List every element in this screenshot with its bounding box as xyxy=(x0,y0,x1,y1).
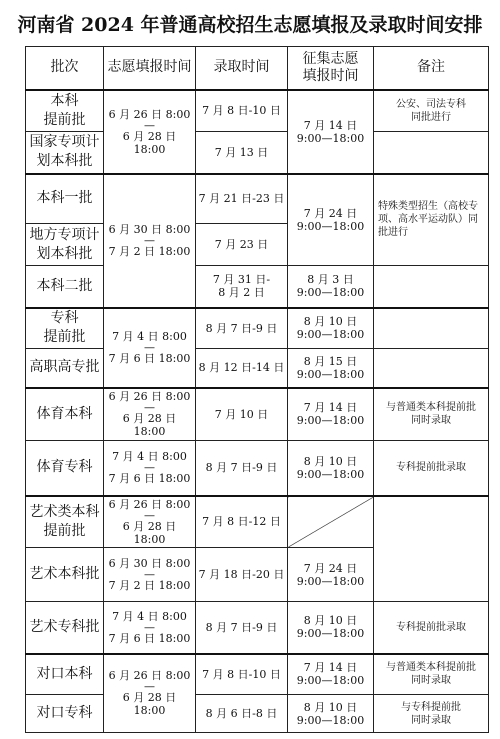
solicit-time-cell: 8 月 3 日 9:00—18:00 xyxy=(288,266,374,308)
header-row xyxy=(26,47,489,90)
batch-cell: 艺术本科批 xyxy=(26,548,104,602)
batch-cell: 专科 提前批 xyxy=(26,308,104,349)
batch-cell: 地方专项计 划本科批 xyxy=(26,224,104,266)
admit-time-cell: 7 月 13 日 xyxy=(196,132,288,174)
note-cell xyxy=(374,496,489,602)
solicit-time-cell: 8 月 10 日 9:00—18:00 xyxy=(288,308,374,349)
table-row xyxy=(26,308,489,349)
header-solicit-time: 征集志愿 填报时间 xyxy=(288,47,374,90)
batch-cell: 高职高专批 xyxy=(26,349,104,388)
note-cell: 与普通类本科提前批 同时录取 xyxy=(374,654,489,695)
fill-time-cell: 6 月 26 日 8:00 — 6 月 28 日 18:00 xyxy=(104,654,196,733)
batch-cell: 艺术类本科 提前批 xyxy=(26,496,104,548)
solicit-time-cell: 7 月 14 日 9:00—18:00 xyxy=(288,388,374,441)
header-admit-time: 录取时间 xyxy=(196,47,288,90)
table-row xyxy=(26,602,489,654)
solicit-time-cell: 7 月 14 日 9:00—18:00 xyxy=(288,654,374,695)
fill-time-cell: 7 月 4 日 8:00 — 7 月 6 日 18:00 xyxy=(104,308,196,388)
admit-time-cell: 7 月 23 日 xyxy=(196,224,288,266)
batch-cell: 本科 提前批 xyxy=(26,90,104,132)
batch-cell: 体育本科 xyxy=(26,388,104,441)
note-cell: 专科提前批录取 xyxy=(374,602,489,654)
batch-cell: 对口本科 xyxy=(26,654,104,695)
solicit-time-cell: 7 月 24 日 9:00—18:00 xyxy=(288,548,374,602)
fill-time-cell: 6 月 30 日 8:00 — 7 月 2 日 18:00 xyxy=(104,174,196,308)
note-cell: 与普通类本科提前批 同时录取 xyxy=(374,388,489,441)
note-cell: 特殊类型招生（高校专项、高水平运动队）同批进行 xyxy=(374,174,489,266)
batch-cell: 本科一批 xyxy=(26,174,104,224)
table-row xyxy=(26,349,489,388)
admit-time-cell: 7 月 8 日-12 日 xyxy=(196,496,288,548)
fill-time-cell: 6 月 26 日 8:00 — 6 月 28 日 18:00 xyxy=(104,496,196,548)
note-cell xyxy=(374,349,489,388)
table-row xyxy=(26,266,489,308)
fill-time-cell: 6 月 26 日 8:00 — 6 月 28 日 18:00 xyxy=(104,388,196,441)
fill-time-cell: 7 月 4 日 8:00 — 7 月 6 日 18:00 xyxy=(104,441,196,496)
solicit-time-cell: 7 月 24 日 9:00—18:00 xyxy=(288,174,374,266)
batch-cell: 艺术专科批 xyxy=(26,602,104,654)
batch-cell: 本科二批 xyxy=(26,266,104,308)
admit-time-cell: 8 月 7 日-9 日 xyxy=(196,602,288,654)
table-row xyxy=(26,496,489,548)
schedule-table xyxy=(25,46,489,733)
fill-time-cell: 6 月 26 日 8:00 — 6 月 28 日 18:00 xyxy=(104,90,196,174)
admit-time-cell: 7 月 8 日-10 日 xyxy=(196,90,288,132)
batch-cell: 体育专科 xyxy=(26,441,104,496)
fill-time-cell: 6 月 30 日 8:00 — 7 月 2 日 18:00 xyxy=(104,548,196,602)
note-cell xyxy=(374,266,489,308)
batch-cell: 对口专科 xyxy=(26,695,104,733)
table-row xyxy=(26,388,489,441)
solicit-time-cell: 8 月 10 日 9:00—18:00 xyxy=(288,602,374,654)
empty-diagonal-cell xyxy=(288,496,374,548)
batch-cell: 国家专项计 划本科批 xyxy=(26,132,104,174)
fill-time-cell: 7 月 4 日 8:00 — 7 月 6 日 18:00 xyxy=(104,602,196,654)
header-fill-time: 志愿填报时间 xyxy=(104,47,196,90)
solicit-time-cell: 7 月 14 日 9:00—18:00 xyxy=(288,90,374,174)
table-row xyxy=(26,654,489,695)
table-row xyxy=(26,441,489,496)
admit-time-cell: 8 月 7 日-9 日 xyxy=(196,308,288,349)
page-title: 河南省 2024 年普通高校招生志愿填报及录取时间安排 xyxy=(17,13,483,36)
table-row xyxy=(26,90,489,132)
admit-time-cell: 7 月 21 日-23 日 xyxy=(196,174,288,224)
note-cell: 与专科提前批 同时录取 xyxy=(374,695,489,733)
table-row xyxy=(26,132,489,174)
admit-time-cell: 7 月 8 日-10 日 xyxy=(196,654,288,695)
admit-time-cell: 8 月 6 日-8 日 xyxy=(196,695,288,733)
admit-time-cell: 7 月 18 日-20 日 xyxy=(196,548,288,602)
admit-time-cell: 8 月 7 日-9 日 xyxy=(196,441,288,496)
note-cell: 公安、司法专科 同批进行 xyxy=(374,90,489,132)
header-note: 备注 xyxy=(374,47,489,90)
table-row xyxy=(26,174,489,224)
solicit-time-cell: 8 月 10 日 9:00—18:00 xyxy=(288,441,374,496)
solicit-time-cell: 8 月 10 日 9:00—18:00 xyxy=(288,695,374,733)
note-cell xyxy=(374,132,489,174)
admit-time-cell: 8 月 12 日-14 日 xyxy=(196,349,288,388)
table-row xyxy=(26,695,489,733)
header-batch: 批次 xyxy=(26,47,104,90)
note-cell xyxy=(374,308,489,349)
note-cell: 专科提前批录取 xyxy=(374,441,489,496)
admit-time-cell: 7 月 10 日 xyxy=(196,388,288,441)
admit-time-cell: 7 月 31 日- 8 月 2 日 xyxy=(196,266,288,308)
solicit-time-cell: 8 月 15 日 9:00—18:00 xyxy=(288,349,374,388)
